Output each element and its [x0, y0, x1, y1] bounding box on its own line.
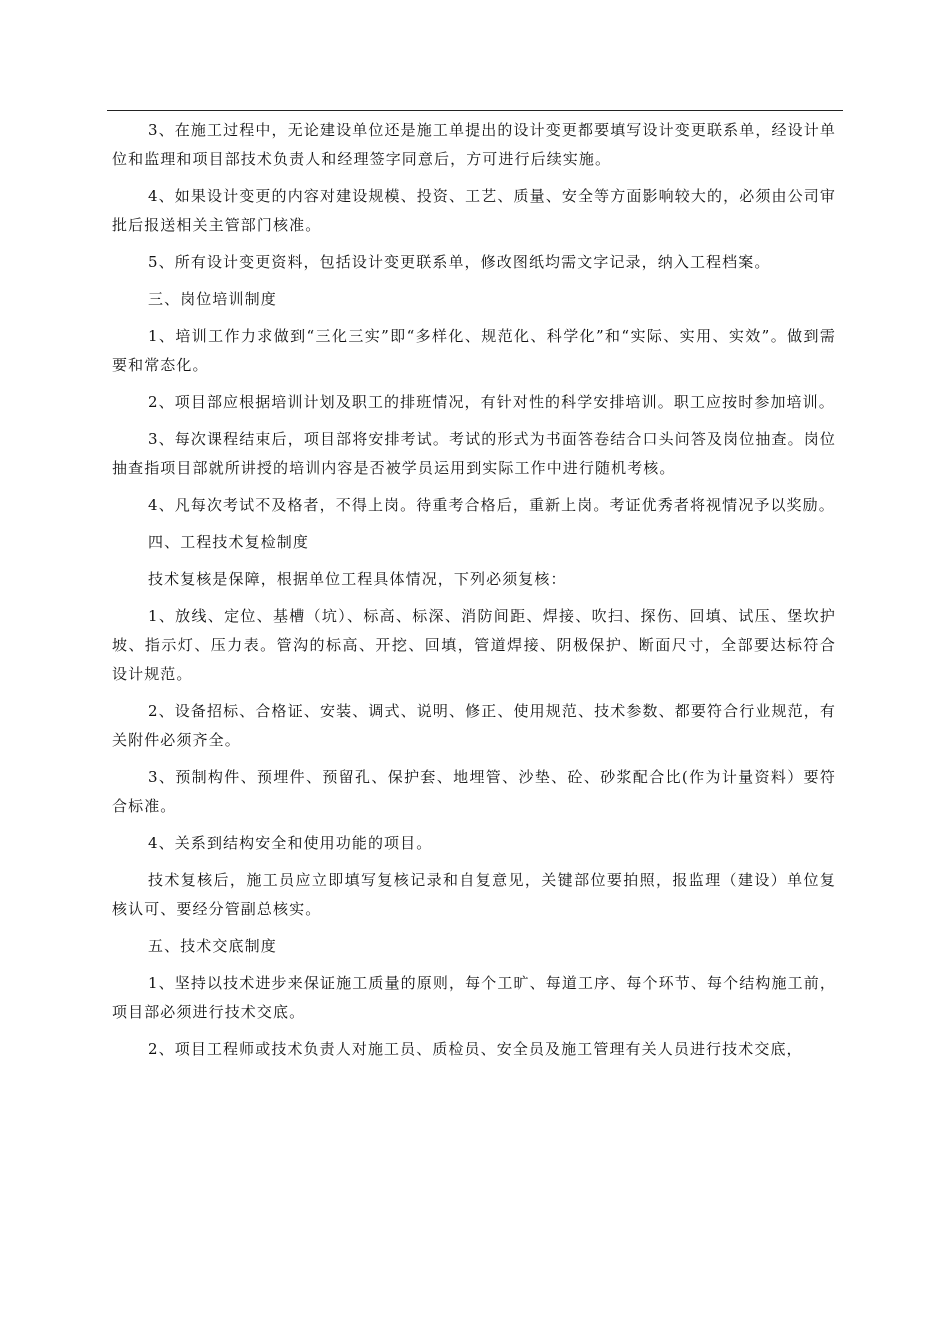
- paragraph-training-3: 3、每次课程结束后，项目部将安排考试。考试的形式为书面答卷结合口头问答及岗位抽查。岗位抽查指项目部就所讲授的培训内容是否被学员运用到实际工作中进行随机考核。: [112, 430, 836, 477]
- paragraph-design-change-3: 3、在施工过程中，无论建设单位还是施工单提出的设计变更都要填写设计变更联系单，经设计单位和监理和项目部技术负责人和经理签字同意后，方可进行后续实施。: [112, 121, 836, 168]
- paragraph-training-4: 4、凡每次考试不及格者，不得上岗。待重考合格后，重新上岗。考证优秀者将视情况予以奖励。: [148, 496, 835, 514]
- paragraph-review-4: 4、关系到结构安全和使用功能的项目。: [148, 834, 433, 852]
- section-heading-training: 三、岗位培训制度: [148, 290, 277, 308]
- paragraph-disclosure-2: 2、项目工程师或技术负责人对施工员、质检员、安全员及施工管理有关人员进行技术交底，: [148, 1040, 803, 1058]
- paragraph-training-1: 1、培训工作力求做到“三化三实”即“多样化、规范化、科学化”和“实际、实用、实效”。做到需要和常态化。: [112, 327, 836, 374]
- section-heading-review: 四、工程技术复检制度: [148, 533, 310, 551]
- paragraph-review-3: 3、预制构件、预埋件、预留孔、保护套、地埋管、沙垫、砼、砂浆配合比(作为计量资料）要符合标准。: [112, 768, 836, 815]
- paragraph-review-2: 2、设备招标、合格证、安装、调式、说明、修正、使用规范、技术参数、都要符合行业规范，有关附件必须齐全。: [112, 702, 836, 749]
- paragraph-design-change-4: 4、如果设计变更的内容对建设规模、投资、工艺、质量、安全等方面影响较大的，必须由公司审批后报送相关主管部门核准。: [112, 187, 836, 234]
- header-divider: [107, 110, 843, 111]
- paragraph-review-conclusion: 技术复核后，施工员应立即填写复核记录和自复意见，关键部位要拍照，报监理（建设）单位复核认可、要经分管副总核实。: [112, 871, 836, 918]
- paragraph-review-1: 1、放线、定位、基槽（坑）、标高、标深、消防间距、焊接、吹扫、探伤、回填、试压、堡坎护坡、指示灯、压力表。管沟的标高、开挖、回填，管道焊接、阴极保护、断面尺寸，全部要达标符合设计规范。: [112, 607, 836, 683]
- paragraph-design-change-5: 5、所有设计变更资料，包括设计变更联系单，修改图纸均需文字记录，纳入工程档案。: [148, 253, 771, 271]
- paragraph-disclosure-1: 1、坚持以技术进步来保证施工质量的原则，每个工旷、每道工序、每个环节、每个结构施工前，项目部必须进行技术交底。: [112, 974, 836, 1021]
- paragraph-training-2: 2、项目部应根据培训计划及职工的排班情况，有针对性的科学安排培训。职工应按时参加培训。: [148, 393, 835, 411]
- document-body: [112, 116, 836, 1072]
- section-heading-disclosure: 五、技术交底制度: [148, 937, 277, 955]
- paragraph-review-intro: 技术复核是保障，根据单位工程具体情况，下列必须复核：: [148, 570, 567, 588]
